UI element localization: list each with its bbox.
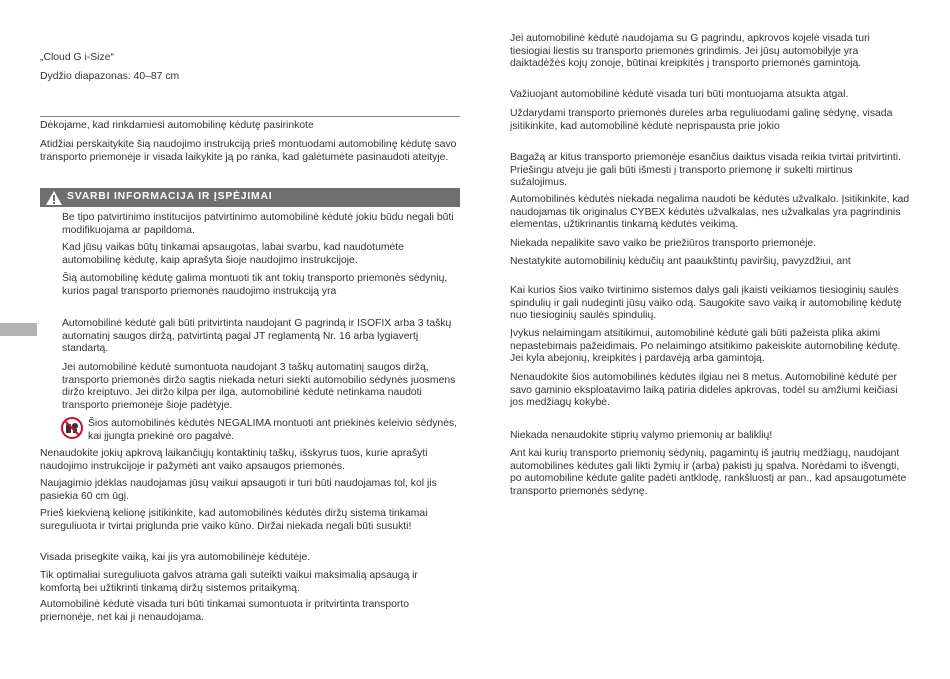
warning-header bbox=[40, 188, 460, 207]
paragraph: Nenaudokite jokių apkrovą laikančiųjų kontaktinių taškų, išskyrus tuos, kurie aprašyti naudojimo instrukcijoje ir pažymėti ant vaiko apsaugos priemonės. bbox=[40, 448, 428, 472]
paragraph: Šią automobilinę kėdutę galima montuoti tik ant tokių transporto priemonės sėdynių, kurios pagal transporto priemonės naudojimo instrukciją yra bbox=[62, 273, 448, 297]
intro-text: Atidžiai perskaitykite šią naudojimo instrukciją prieš montuodami automobilinę kėdutę savo transporto priemonėje ir visada laikykite ją po ranka, kad galėtumėte pasinaudoti ateityje. bbox=[40, 139, 457, 163]
divider bbox=[40, 116, 460, 117]
paragraph: Uždarydami transporto priemonės dureles arba reguliuodami galinę sėdynę, visada įsitikinkite, kad automobilinė kėdutė neprispausta prie jokio bbox=[510, 108, 893, 132]
no-front-airbag-icon bbox=[61, 417, 83, 439]
warning-title: SVARBI INFORMACIJA IR ĮSPĖJIMAI bbox=[67, 191, 273, 203]
paragraph: Niekada nenaudokite stiprių valymo priemonių ar baliklių! bbox=[510, 430, 773, 441]
paragraph: Kad jūsų vaikas būtų tinkamai apsaugotas, labai svarbu, kad naudotumėte automobilinę kėdutę, kaip aprašyta šioje naudojimo instrukcijoje. bbox=[62, 242, 404, 266]
size-range: Dydžio diapazonas: 40–87 cm bbox=[40, 71, 180, 82]
warning-triangle-icon bbox=[45, 190, 63, 206]
paragraph: Nestatykite automobilinių kėdučių ant paaukštintų paviršių, pavyzdžiui, ant bbox=[510, 256, 851, 267]
paragraph: Naujagimio įdėklas naudojamas jūsų vaikui apsaugoti ir turi būti naudojamas tol, kol jis pasiekia 60 cm ūgį. bbox=[40, 478, 437, 502]
paragraph: Kai kurios šios vaiko tvirtinimo sistemos dalys gali įkaisti veikiamos tiesioginių saulės spindulių ir gali nudeginti jūsų vaiko odą. Saugokite savo vaiką ir automobilinę kėdutę nuo tiesioginių saulės spindulių. bbox=[510, 285, 902, 322]
product-name: „Cloud G i-Size“ bbox=[40, 52, 114, 63]
thanks-text: Dėkojame, kad rinkdamiesi automobilinę kėdutę pasirinkote bbox=[40, 120, 314, 131]
page-section-tab bbox=[0, 323, 37, 336]
paragraph: Nenaudokite šios automobilinės kėdutės ilgiau nei 8 metus. Automobilinė kėdutė per savo gaminio eksploatavimo laiką patiria dideles apkrovas, todėl su amžiumi keičiasi jos medžiagų kokybė. bbox=[510, 372, 898, 409]
paragraph: Automobilinės kėdutės niekada negalima naudoti be kėdutės užvalkalo. Įsitikinkite, kad naudojamas tik originalus CYBEX kėdutės užvalkalas, nes užvalkalas yra pagrindinis elementas, užtikrinantis tinkamą kėdutės veikimą. bbox=[510, 194, 910, 231]
paragraph: Automobilinė kėdutė visada turi būti tinkamai sumontuota ir pritvirtinta transporto priemonėje, net kai ji nenaudojama. bbox=[40, 599, 410, 623]
paragraph: Tik optimaliai sureguliuota galvos atrama gali suteikti vaikui maksimalią apsaugą ir komfortą bei užtikrinti tinkamą diržų sistemos pritaikymą. bbox=[40, 570, 418, 594]
paragraph: Niekada nepalikite savo vaiko be priežiūros transporto priemonėje. bbox=[510, 238, 817, 249]
paragraph: Prieš kiekvieną kelionę įsitikinkite, kad automobilinės kėdutės diržų sistema tinkamai sureguliuota ir tvirtai priglunda prie vaiko kūno. Diržai niekada negali būti susukti! bbox=[40, 508, 428, 532]
paragraph: Be tipo patvirtinimo institucijos patvirtinimo automobilinė kėdutė jokiu būdu negali būti modifikuojama ar papildoma. bbox=[62, 212, 454, 236]
paragraph: Jei automobilinė kėdutė naudojama su G pagrindu, apkrovos kojelė visada turi tiesiogiai liestis su transporto priemonės grindimis. Jei jūsų automobilyje yra daiktadėžės kojų zonoje, būtinai kreipkitės į transporto priemonės gamintoją. bbox=[510, 33, 870, 70]
paragraph: Įvykus nelaimingam atsitikimui, automobilinė kėdutė gali būti pažeista plika akimi nepastebimais pažeidimais. Po nelaimingo atsitikimo pakeiskite automobilinę kėdutę. Jei kyla abejonių, kreipkitės į pardavėją arba gamintoją. bbox=[510, 328, 901, 365]
paragraph: Jei automobilinė kėdutė sumontuota naudojant 3 taškų automatinį saugos diržą, transporto priemonės diržo sagtis niekada neturi siekti automobilio sėdynės juosmens diržo kreiptuvo. Jei diržo kilpa per ilga, automobilinė kėdutė netinkama naudoti transporto priemonėje šioje padėtyje. bbox=[62, 362, 456, 411]
paragraph: Visada prisegkite vaiką, kai jis yra automobilinėje kėdutėje. bbox=[40, 552, 311, 563]
paragraph: Automobilinė kėdutė gali būti pritvirtinta naudojant G pagrindą ir ISOFIX arba 3 taškų automatinį saugos diržą, patvirtintą pagal JT reglamentą Nr. 16 arba lygiavertį standartą. bbox=[62, 318, 452, 355]
paragraph: Bagažą ar kitus transporto priemonėje esančius daiktus visada reikia tvirtai pritvirtinti. Priešingu atveju jie gali būti išmesti į transporto priemonę ir sukelti mirtinus sužalojimus. bbox=[510, 152, 901, 189]
paragraph: Važiuojant automobilinė kėdutė visada turi būti montuojama atsukta atgal. bbox=[510, 89, 849, 100]
airbag-warning-text: Šios automobilinės kėdutės NEGALIMA montuoti ant priekinės keleivio sėdynės, kai įjungta priekinė oro pagalvė. bbox=[88, 418, 458, 442]
paragraph: Ant kai kurių transporto priemonių sėdynių, pagamintų iš jautrių medžiagų, naudojant automobilines kėdutes gali likti žymių ir (arba) pakisti jų spalva. Norėdami to išvengti, po automobiline kėdute galite padėti antklodę, rankšluostį ar pan., kad apsaugotumėte transporto priemonės sėdynę. bbox=[510, 448, 907, 497]
